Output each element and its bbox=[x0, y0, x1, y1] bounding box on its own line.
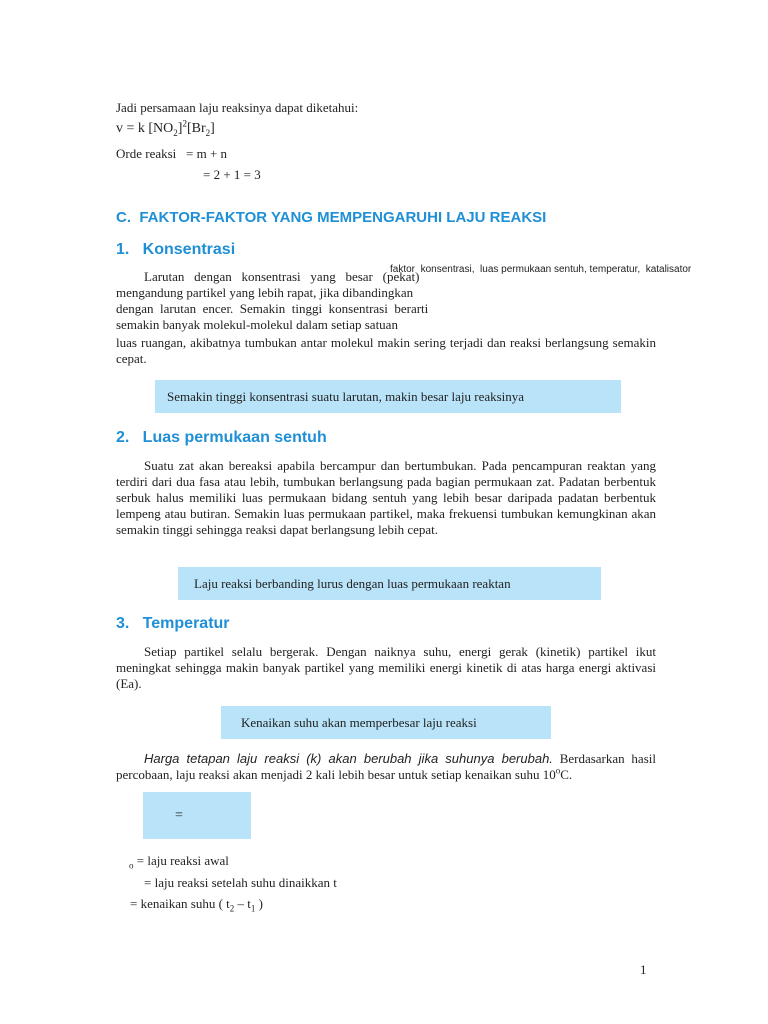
orde-line-2: = 2 + 1 = 3 bbox=[203, 167, 261, 182]
subsection-heading-luas-permukaan: 2. Luas permukaan sentuh bbox=[116, 429, 327, 446]
subsection-heading-temperatur: 3. Temperatur bbox=[116, 615, 230, 632]
callout-box-temperatur: Kenaikan suhu akan memperbesar laju reaksi bbox=[221, 706, 551, 739]
konsentrasi-paragraph-bottom: luas ruangan, akibatnya tumbukan antar molekul makin sering terjadi dan reaksi berlangsung semakin cepat. bbox=[116, 335, 656, 366]
section-heading: C. FAKTOR-FAKTOR YANG MEMPENGARUHI LAJU REAKSI bbox=[116, 209, 547, 226]
callout-box-luas-permukaan: Laju reaksi berbanding lurus dengan luas permukaan reaktan bbox=[178, 567, 601, 600]
intro-line: Jadi persamaan laju reaksinya dapat diketahui: bbox=[116, 100, 359, 115]
callout-box-konsentrasi: Semakin tinggi konsentrasi suatu larutan, makin besar laju reaksinya bbox=[155, 380, 621, 413]
definition-temperature-change: = kenaikan suhu ( $t_2 - t_1$ ) bbox=[130, 896, 263, 914]
definition-final-rate: = laju reaksi setelah suhu dinaikkan t bbox=[144, 875, 337, 890]
formula-box: = bbox=[143, 792, 251, 839]
page-number: 1 bbox=[640, 962, 647, 977]
orde-line-1: Orde reaksi = m + n bbox=[116, 146, 228, 161]
rate-constant-paragraph: Harga tetapan laju reaksi (k) akan berubah jika suhunya berubah. Berdasarkan hasil percobaan, laju reaksi akan menjadi 2 kali lebih besar untuk setiap kenaikan suhu 10$^o$C. bbox=[116, 751, 656, 782]
side-note: faktor konsentrasi, luas permukaan sentuh, temperatur, katalisator bbox=[390, 264, 692, 275]
definition-initial-rate: $_o$ = laju reaksi awal bbox=[129, 853, 229, 871]
subsection-heading-konsentrasi: 1. Konsentrasi bbox=[116, 241, 236, 258]
rate-equation: v = k $[NO_2]^2[Br_2]$ bbox=[116, 118, 215, 138]
luas-permukaan-paragraph: Suatu zat akan bereaksi apabila bercampur dan bertumbukan. Pada pencampuran reaktan yang terdiri dari dua fasa atau lebih, tumbukan berlangsung pada bagian permukaan zat. Padatan berbentuk serbuk halus memiliki luas permukaan bidang sentuh yang lebih besar daripada padatan berbentuk lempeng atau butiran. Semakin luas permukaan partikel, maka frekuensi tumbukan kemungkinan akan semakin tinggi sehingga reaksi dapat berlangsung lebih cepat. bbox=[116, 458, 656, 537]
konsentrasi-paragraph-top: Larutan dengan konsentrasi yang besar (pekat) mengandung partikel yang lebih rapat, jika dibandingkan dengan larutan encer. Semakin tinggi konsentrasi berarti semakin banyak molekul-molekul dalam setiap satuan bbox=[116, 269, 429, 332]
temperatur-paragraph: Setiap partikel selalu bergerak. Dengan naiknya suhu, energi gerak (kinetik) partikel ikut meningkat sehingga makin banyak partikel yang memiliki energi kinetik di atas harga energi aktivasi (Ea). bbox=[116, 644, 656, 691]
